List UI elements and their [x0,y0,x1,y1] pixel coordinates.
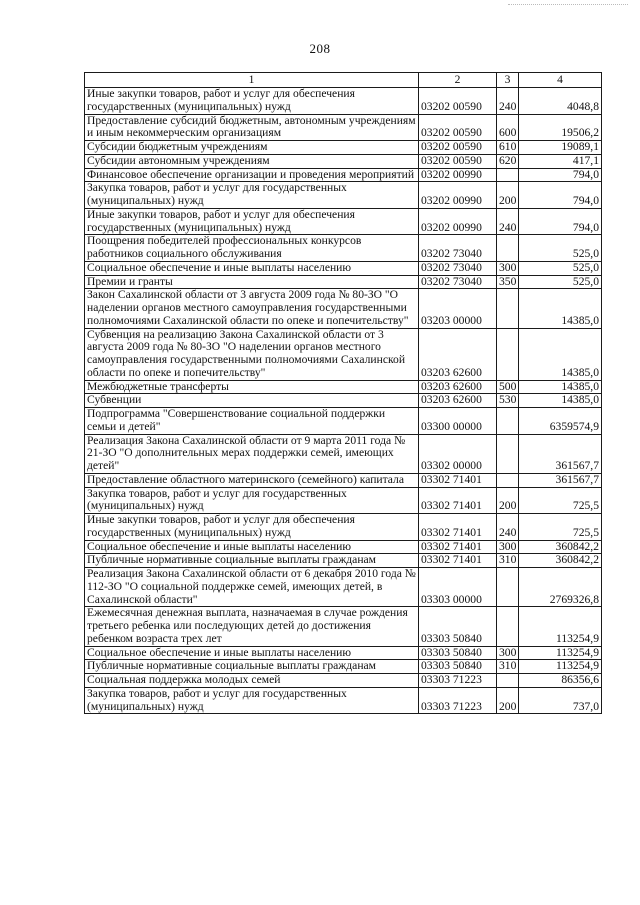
row-name: Реализация Закона Сахалинской области от 6 декабря 2010 года № 112-ЗО "О социальной поддержке семей, имеющих детей, в Сахалинской области" [85,568,419,607]
row-sum: 794,0 [519,168,602,182]
header-col-code: 2 [419,73,497,88]
row-code: 03203 62600 [419,328,497,380]
scan-artifact [508,4,628,7]
table-row [85,687,602,714]
row-code: 03302 00000 [419,434,497,473]
header-col-vr: 3 [497,73,519,88]
row-sum: 725,5 [519,487,602,514]
table-row [85,554,602,568]
row-name: Предоставление областного материнского (семейного) капитала [85,473,419,487]
row-vr: 240 [497,208,519,235]
table-row [85,487,602,514]
row-sum: 113254,9 [519,660,602,674]
row-sum: 417,1 [519,154,602,168]
row-sum: 2769326,8 [519,568,602,607]
row-code: 03303 71223 [419,687,497,714]
row-code: 03302 71401 [419,540,497,554]
row-sum: 4048,8 [519,88,602,115]
row-sum: 525,0 [519,261,602,275]
row-sum: 525,0 [519,275,602,289]
row-name: Иные закупки товаров, работ и услуг для обеспечения государственных (муниципальных) нужд [85,208,419,235]
header-col-sum: 4 [519,73,602,88]
table-row [85,154,602,168]
row-name: Субсидии автономным учреждениям [85,154,419,168]
row-name: Закупка товаров, работ и услуг для государственных (муниципальных) нужд [85,487,419,514]
row-name: Предоставление субсидий бюджетным, автономным учреждениям и иным некоммерческим организациям [85,114,419,141]
row-code: 03203 62600 [419,394,497,408]
row-sum: 14385,0 [519,380,602,394]
row-vr [497,289,519,328]
row-code: 03302 71401 [419,473,497,487]
row-vr [497,568,519,607]
row-code: 03302 71401 [419,554,497,568]
header-col-name: 1 [85,73,419,88]
row-name: Межбюджетные трансферты [85,380,419,394]
page-number: 208 [309,41,331,56]
header-row [85,73,602,88]
row-vr [497,674,519,688]
row-code: 03302 71401 [419,487,497,514]
row-name: Закупка товаров, работ и услуг для государственных (муниципальных) нужд [85,687,419,714]
row-name: Публичные нормативные социальные выплаты гражданам [85,554,419,568]
row-sum: 725,5 [519,514,602,541]
table-row [85,607,602,646]
row-sum: 361567,7 [519,473,602,487]
row-vr: 310 [497,554,519,568]
row-name: Подпрограмма "Совершенствование социальной поддержки семьи и детей" [85,408,419,435]
row-name: Закон Сахалинской области от 3 августа 2009 года № 80-ЗО "О наделении органов местного самоуправления государственными полномочиями Сахалинской области по опеке и попечительству" [85,289,419,328]
row-sum: 360842,2 [519,554,602,568]
budget-table [84,72,602,714]
row-name: Социальное обеспечение и иные выплаты населению [85,540,419,554]
row-sum: 737,0 [519,687,602,714]
row-code: 03202 00990 [419,208,497,235]
table-row [85,182,602,209]
row-vr: 610 [497,141,519,155]
row-vr [497,408,519,435]
row-name: Закупка товаров, работ и услуг для государственных (муниципальных) нужд [85,182,419,209]
table-row [85,646,602,660]
row-code: 03303 50840 [419,607,497,646]
row-vr: 530 [497,394,519,408]
row-sum: 19506,2 [519,114,602,141]
row-vr [497,235,519,262]
table-row [85,568,602,607]
row-sum: 794,0 [519,208,602,235]
table-row [85,275,602,289]
table-row [85,473,602,487]
row-vr: 200 [497,182,519,209]
table-row [85,434,602,473]
row-code: 03300 00000 [419,408,497,435]
row-name: Иные закупки товаров, работ и услуг для обеспечения государственных (муниципальных) нужд [85,514,419,541]
row-code: 03202 73040 [419,235,497,262]
row-code: 03202 00590 [419,141,497,155]
row-code: 03202 00990 [419,182,497,209]
row-code: 03202 00990 [419,168,497,182]
row-code: 03203 00000 [419,289,497,328]
row-name: Публичные нормативные социальные выплаты гражданам [85,660,419,674]
table-row [85,208,602,235]
row-code: 03302 71401 [419,514,497,541]
row-sum: 794,0 [519,182,602,209]
row-vr: 300 [497,540,519,554]
row-vr: 240 [497,514,519,541]
table-row [85,540,602,554]
row-sum: 19089,1 [519,141,602,155]
row-vr [497,607,519,646]
row-vr [497,328,519,380]
row-code: 03202 73040 [419,275,497,289]
table-row [85,408,602,435]
row-vr: 500 [497,380,519,394]
row-name: Финансовое обеспечение организации и проведения мероприятий [85,168,419,182]
row-name: Социальная поддержка молодых семей [85,674,419,688]
row-name: Иные закупки товаров, работ и услуг для обеспечения государственных (муниципальных) нужд [85,88,419,115]
row-code: 03303 50840 [419,646,497,660]
row-sum: 14385,0 [519,289,602,328]
row-code: 03202 00590 [419,88,497,115]
row-vr: 300 [497,646,519,660]
row-vr: 620 [497,154,519,168]
row-sum: 6359574,9 [519,408,602,435]
table-row [85,514,602,541]
row-vr [497,168,519,182]
row-sum: 360842,2 [519,540,602,554]
row-sum: 113254,9 [519,607,602,646]
table-row [85,168,602,182]
row-sum: 86356,6 [519,674,602,688]
table-row [85,141,602,155]
row-vr: 200 [497,487,519,514]
table-row [85,660,602,674]
row-name: Премии и гранты [85,275,419,289]
row-name: Ежемесячная денежная выплата, назначаемая в случае рождения третьего ребенка или последующих детей до достижения ребенком возраста трех лет [85,607,419,646]
row-name: Социальное обеспечение и иные выплаты населению [85,646,419,660]
row-code: 03303 00000 [419,568,497,607]
row-vr: 200 [497,687,519,714]
table-row [85,394,602,408]
row-vr [497,434,519,473]
row-vr: 300 [497,261,519,275]
row-name: Субсидии бюджетным учреждениям [85,141,419,155]
row-code: 03203 62600 [419,380,497,394]
table-row [85,380,602,394]
row-code: 03202 00590 [419,114,497,141]
table-row [85,235,602,262]
row-name: Поощрения победителей профессиональных конкурсов работников социального обслуживания [85,235,419,262]
row-vr: 310 [497,660,519,674]
row-name: Субвенция на реализацию Закона Сахалинской области от 3 августа 2009 года № 80-ЗО "О наделении органов местного самоуправления государственными полномочиями Сахалинской области по опеке и попечительству" [85,328,419,380]
row-vr: 600 [497,114,519,141]
table-row [85,674,602,688]
row-sum: 113254,9 [519,646,602,660]
row-name: Субвенции [85,394,419,408]
table-row [85,88,602,115]
row-sum: 525,0 [519,235,602,262]
row-code: 03303 71223 [419,674,497,688]
row-sum: 14385,0 [519,328,602,380]
row-vr: 350 [497,275,519,289]
row-code: 03202 00590 [419,154,497,168]
row-name: Реализация Закона Сахалинской области от 9 марта 2011 года № 21-ЗО "О дополнительных мерах поддержки семей, имеющих детей" [85,434,419,473]
row-sum: 361567,7 [519,434,602,473]
row-sum: 14385,0 [519,394,602,408]
table-row [85,261,602,275]
row-vr [497,473,519,487]
row-vr: 240 [497,88,519,115]
row-name: Социальное обеспечение и иные выплаты населению [85,261,419,275]
row-code: 03202 73040 [419,261,497,275]
row-code: 03303 50840 [419,660,497,674]
table-row [85,114,602,141]
table-row [85,289,602,328]
table-row [85,328,602,380]
